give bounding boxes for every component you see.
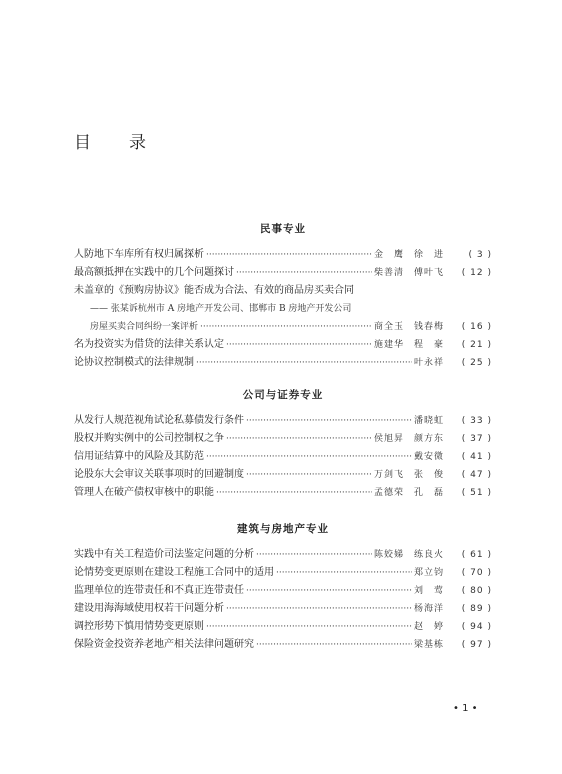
entry-authors: 叶永祥 [413, 358, 444, 368]
entry-page: ( 97 ) [461, 640, 492, 650]
entry-subtitle: —— 张某诉杭州市 A 房地产开发公司、邯郸市 B 房地产开发公司 [90, 304, 352, 314]
entry-page: ( 12 ) [461, 268, 492, 278]
entry-authors: 梁基栋 [413, 640, 444, 650]
toc-entry[interactable] [74, 618, 492, 636]
entry-title: 建设用海海域使用权若干问题分析 [74, 603, 224, 614]
entry-page: ( 70 ) [461, 568, 492, 578]
toc-entry[interactable] [74, 246, 492, 264]
toc-title [74, 128, 146, 153]
dot-leader [246, 582, 412, 600]
entry-authors: 商全玉 钱春梅 [373, 322, 444, 332]
entry-authors: 万剑飞 张 俊 [373, 470, 444, 480]
entry-title: 监理单位的连带责任和不真正连带责任 [74, 585, 244, 596]
entry-page: ( 47 ) [461, 470, 492, 480]
dot-leader [206, 246, 372, 264]
toc-entry[interactable] [74, 336, 492, 354]
entry-title: 论情势变更原则在建设工程施工合同中的适用 [74, 567, 274, 578]
entry-authors: 戴安微 [413, 452, 444, 462]
entry-page: ( 3 ) [468, 250, 492, 260]
entry-authors: 郑立钧 [413, 568, 444, 578]
toc-entry[interactable] [74, 582, 492, 600]
page-number: • 1 • [453, 703, 478, 714]
entry-page: ( 51 ) [461, 488, 492, 498]
dot-leader [236, 264, 372, 282]
entry-authors: 刘 莺 [413, 586, 444, 596]
toc-entry[interactable] [74, 264, 492, 282]
entry-title: 名为投资实为借贷的法律关系认定 [74, 339, 224, 350]
entry-title: 股权并购实例中的公司控制权之争 [74, 433, 224, 444]
toc-section-civil [74, 218, 492, 372]
entry-page: ( 33 ) [461, 416, 492, 426]
dot-leader [206, 618, 412, 636]
entry-title: 从发行人规范视角试论私募债发行条件 [74, 415, 244, 426]
entry-title: 保险资金投资养老地产相关法律问题研究 [74, 639, 254, 650]
section-title: 民事专业 [260, 223, 306, 235]
toc-entry[interactable] [74, 282, 492, 300]
entry-authors: 柴善清 傅叶飞 [373, 268, 444, 278]
entry-title: 论股东大会审议关联事项时的回避制度 [74, 469, 244, 480]
toc-entry[interactable] [74, 484, 492, 502]
entry-page: ( 89 ) [461, 604, 492, 614]
dot-leader [246, 466, 372, 484]
dot-leader [256, 636, 412, 654]
dot-leader [226, 336, 372, 354]
dot-leader [246, 412, 412, 430]
dot-leader [196, 354, 412, 372]
entry-authors: 赵 婷 [413, 622, 444, 632]
entry-page: ( 16 ) [461, 322, 492, 332]
toc-entry[interactable] [74, 448, 492, 466]
entry-title: 信用证结算中的风险及其防范 [74, 451, 204, 462]
entry-title: 未盖章的《预购房协议》能否成为合法、有效的商品房买卖合同 [74, 285, 354, 296]
entry-page: ( 61 ) [461, 550, 492, 560]
entry-page: ( 37 ) [461, 434, 492, 444]
entry-authors: 潘晓虹 [413, 416, 444, 426]
entry-authors: 金 鹰 徐 进 [373, 250, 444, 260]
entry-page: ( 80 ) [461, 586, 492, 596]
entry-title: 调控形势下慎用情势变更原则 [74, 621, 204, 632]
entry-title: 人防地下车库所有权归属探析 [74, 249, 204, 260]
toc-entry[interactable] [74, 636, 492, 654]
entry-page: ( 21 ) [461, 340, 492, 350]
toc-title-char: 录 [129, 133, 146, 153]
toc-entry[interactable] [74, 412, 492, 430]
toc-entry[interactable] [74, 546, 492, 564]
toc-entry[interactable] [74, 430, 492, 448]
entry-authors: 孟德荣 孔 磊 [373, 488, 444, 498]
dot-leader [256, 546, 372, 564]
toc-entry[interactable] [74, 564, 492, 582]
dot-leader [206, 448, 412, 466]
entry-authors: 陈姣娣 练良火 [373, 550, 444, 560]
toc-entry[interactable] [74, 600, 492, 618]
toc-section-construction [74, 518, 492, 654]
entry-page: ( 25 ) [461, 358, 492, 368]
dot-leader [276, 564, 412, 582]
entry-title: 最高额抵押在实践中的几个问题探讨 [74, 267, 234, 278]
section-title: 建筑与房地产专业 [237, 523, 329, 535]
entry-page: ( 94 ) [461, 622, 492, 632]
toc-entry-subtitle [74, 300, 492, 318]
toc-section-corporate [74, 384, 492, 502]
dot-leader [216, 484, 372, 502]
toc-entry[interactable] [74, 354, 492, 372]
entry-authors: 侯旭昇 颜方东 [373, 434, 444, 444]
dot-leader [226, 430, 372, 448]
section-title: 公司与证券专业 [242, 389, 324, 401]
dot-leader [226, 600, 412, 618]
toc-entry[interactable] [74, 466, 492, 484]
toc-entry[interactable] [74, 318, 492, 336]
entry-title: 实践中有关工程造价司法鉴定问题的分析 [74, 549, 254, 560]
entry-title: 管理人在破产债权审核中的职能 [74, 487, 214, 498]
entry-page: ( 41 ) [461, 452, 492, 462]
entry-title: 房屋买卖合同纠纷一案评析 [90, 322, 199, 332]
entry-authors: 施建华 程 豪 [373, 340, 444, 350]
entry-title: 论协议控制模式的法律规制 [74, 357, 194, 368]
dot-leader [200, 318, 372, 336]
entry-authors: 杨海洋 [413, 604, 444, 614]
toc-title-char: 目 [74, 133, 91, 153]
